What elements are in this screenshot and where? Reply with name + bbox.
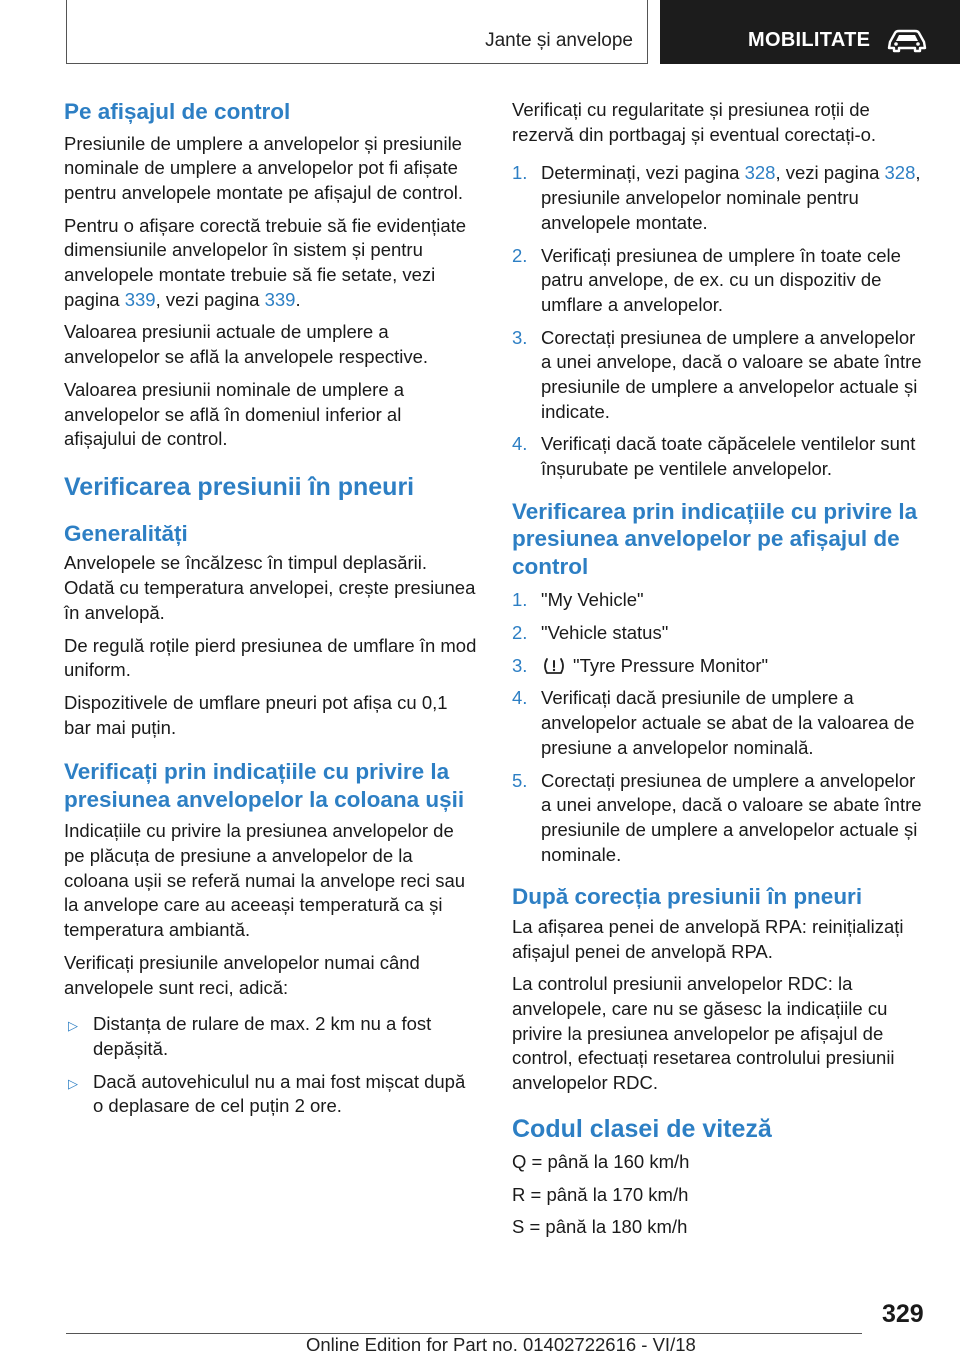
page-link[interactable]: 328: [884, 162, 916, 184]
list-item: 1. Determinați, vezi pagina 328, vezi pagina 328, presiunile anvelopelor nominale pentru anvelopele montate.: [512, 162, 921, 233]
list-item: 1. "My Vehicle": [512, 589, 644, 611]
right-column: [512, 98, 930, 1248]
list-item: 4. Verificați dacă toate căpăcelele ventilelor sunt înșurubate pe ventilele anvelopelor.: [512, 433, 916, 480]
speed-code: R = până la 170 km/h: [512, 1183, 689, 1205]
heading-general: Generalități: [64, 520, 188, 546]
triangle-bullet-icon: ▷: [68, 1018, 78, 1034]
list-item: 3. Corectați presiunea de umplere a anvelopelor a unei anvelope, dacă o valoare se abate între presiunile de umplere a anvelopelor actuale și indicate.: [512, 326, 922, 422]
paragraph: Verificați presiunile anvelopelor numai când anvelopele sunt reci, adică:: [64, 951, 420, 998]
speed-code: S = până la 180 km/h: [512, 1216, 688, 1238]
header-section-box: [66, 0, 648, 64]
paragraph: Anvelopele se încălzesc în timpul deplasării. Odată cu temperatura anvelopei, crește presiunea în anvelopă.: [64, 552, 476, 623]
heading-after-correction: După corecția presiunii în pneuri: [512, 884, 863, 910]
condition-list: [64, 1012, 478, 1119]
header-chapter-box: [660, 0, 960, 64]
left-column: [64, 98, 478, 1127]
triangle-bullet-icon: ▷: [68, 1075, 78, 1091]
tire-pressure-warning-icon: [541, 656, 567, 676]
paragraph: Valoarea presiunii actuale de umplere a anvelopelor se află la anvelopele respective.: [64, 321, 429, 368]
list-item: 4. Verificați dacă presiunile de umplere a anvelopelor actuale se abat de la valoarea de presiune a anvelopelor nominală.: [512, 687, 915, 758]
paragraph: Verificați cu regularitate și presiunea roții de rezervă din portbagaj și eventual corectați-o.: [512, 99, 877, 145]
header-chapter-title: MOBILITATE: [748, 29, 871, 51]
paragraph: La controlul presiunii anvelopelor RDC: la anvelopele, care nu se găsesc la indicațiile cu privire la presiunea anvelopelor pe afișajul de control, efectuați resetarea controlului presiunii anvelopelor RDC.: [512, 973, 895, 1094]
heading-on-display: Pe afișajul de control: [64, 99, 291, 124]
steps-list-1: [512, 161, 930, 481]
page-number: 329: [882, 1300, 924, 1328]
list-item: ▷ Dacă autovehiculul nu a mai fost mișcat după o deplasare de cel puțin 2 ore.: [68, 1070, 466, 1117]
paragraph: Indicațiile cu privire la presiunea anvelopelor de pe plăcuța de presiune a anvelopelor de la coloana ușii se referă numai la anvelope reci sau la anvelope care au aceeași temperatură ca și temperatura ambiantă.: [64, 820, 466, 941]
paragraph: Presiunile de umplere a anvelopelor și presiunile nominale de umplere a anvelopelor pot fi afișate pentru anvelopele montate pe afișajul de control.: [64, 132, 464, 203]
paragraph: La afișarea penei de anvelopă RPA: reinițializați afișajul penei de anvelopă RPA.: [512, 915, 904, 962]
heading-speed-class: Codul clasei de viteză: [512, 1114, 772, 1143]
paragraph: De regulă roțile pierd presiunea de umflare în mod uniform.: [64, 634, 477, 681]
paragraph: Pentru o afișare corectă trebuie să fie evidențiate dimensiunile anvelopelor în sistem și pentru anvelopele montate trebuie să fie setate, vezi pagina 339, vezi pagina 339.: [64, 214, 467, 310]
footer-edition: Online Edition for Part no. 01402722616 - VI/18: [306, 1334, 696, 1355]
speed-code: Q = până la 160 km/h: [512, 1150, 690, 1172]
list-item: 2. "Vehicle status": [512, 622, 669, 644]
page-link[interactable]: 328: [744, 162, 776, 184]
heading-display-check: Verificarea prin indicațiile cu privire la presiunea anvelopelor pe afișajul de control: [512, 498, 918, 579]
steps-list-2: [512, 588, 930, 867]
list-item: 2. Verificați presiunea de umplere în toate cele patru anvelope, de ex. cu un dispozitiv de umflare a anvelopelor.: [512, 244, 901, 315]
list-item: ▷ Distanța de rulare de max. 2 km nu a fost depășită.: [68, 1013, 432, 1059]
list-item: 3. "Tyre Pressure Monitor": [512, 654, 769, 676]
paragraph: Dispozitivele de umflare pneuri pot afișa cu 0,1 bar mai puțin.: [64, 691, 448, 738]
paragraph: Valoarea presiunii nominale de umplere a anvelopelor se află în domeniul inferior al afișajului de control.: [64, 378, 405, 450]
header-section-title: Jante și anvelope: [485, 30, 633, 51]
heading-check-pressure: Verificarea presiunii în pneuri: [64, 472, 415, 501]
car-icon: [886, 28, 928, 54]
heading-door-pillar: Verificați prin indicațiile cu privire la presiunea anvelopelor la coloana ușii: [64, 759, 465, 812]
page-link[interactable]: 339: [264, 288, 296, 310]
list-item: 5. Corectați presiunea de umplere a anvelopelor a unei anvelope, dacă o valoare se abate între presiunile de umplere a anvelopelor actuale și nominale.: [512, 769, 922, 865]
page-link[interactable]: 339: [124, 288, 156, 310]
